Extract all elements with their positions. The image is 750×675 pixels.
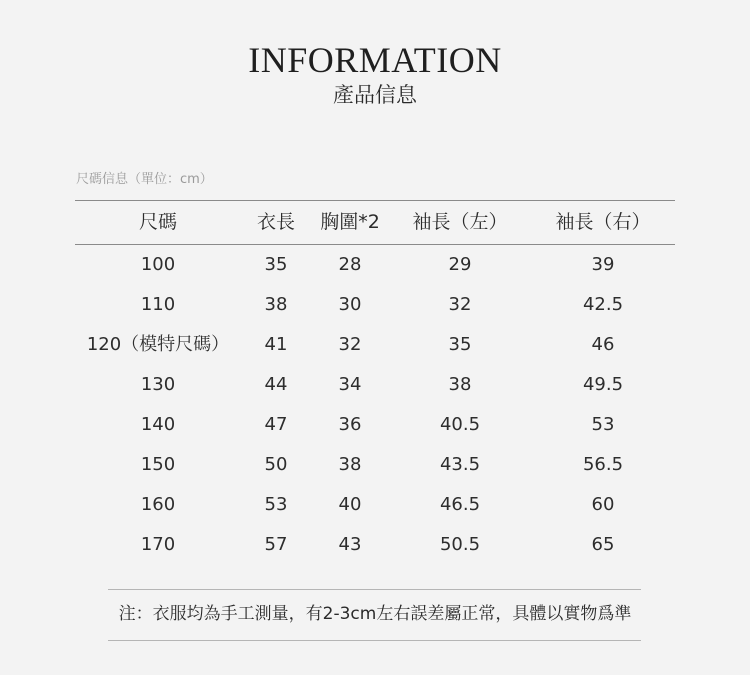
note-top-divider	[108, 589, 641, 590]
chest-cell: 28	[338, 254, 362, 275]
header-right-sleeve: 袖長（右）	[555, 211, 651, 233]
header-left-sleeve: 袖長（左）	[412, 211, 508, 233]
size-cell: 100	[140, 254, 176, 275]
chest-cell: 36	[338, 414, 362, 435]
right-sleeve-cell: 49.5	[582, 374, 624, 395]
right-sleeve-cell: 56.5	[582, 454, 624, 475]
chest-cell: 38	[338, 454, 362, 475]
left-sleeve-cell: 50.5	[439, 534, 481, 555]
right-sleeve-cell: 46	[591, 334, 615, 355]
size-cell: 130	[140, 374, 176, 395]
size-cell: 140	[140, 414, 176, 435]
length-cell: 41	[264, 334, 288, 355]
left-sleeve-cell: 40.5	[439, 414, 481, 435]
right-sleeve-cell: 42.5	[582, 294, 624, 315]
left-sleeve-cell: 35	[448, 334, 472, 355]
right-sleeve-cell: 60	[591, 494, 615, 515]
size-cell: 150	[140, 454, 176, 475]
left-sleeve-cell: 43.5	[439, 454, 481, 475]
measurement-note: 注：衣服均為手工測量，有2-3cm左右誤差屬正常，具體以實物爲準	[118, 604, 632, 624]
length-cell: 38	[264, 294, 288, 315]
left-sleeve-cell: 29	[448, 254, 472, 275]
length-cell: 47	[264, 414, 288, 435]
header-length: 衣長	[256, 211, 296, 233]
table-header-divider	[75, 244, 675, 245]
chest-cell: 30	[338, 294, 362, 315]
left-sleeve-cell: 32	[448, 294, 472, 315]
length-cell: 57	[264, 534, 288, 555]
length-cell: 44	[264, 374, 288, 395]
header-size: 尺碼	[138, 211, 178, 233]
left-sleeve-cell: 46.5	[439, 494, 481, 515]
size-cell: 170	[140, 534, 176, 555]
chest-cell: 32	[338, 334, 362, 355]
chest-cell: 43	[338, 534, 362, 555]
table-top-divider	[75, 200, 675, 201]
note-bottom-divider	[108, 640, 641, 641]
right-sleeve-cell: 53	[591, 414, 615, 435]
size-cell: 110	[140, 294, 176, 315]
chest-cell: 40	[338, 494, 362, 515]
chest-cell: 34	[338, 374, 362, 395]
header-chest: 胸圍*2	[320, 211, 380, 233]
size-info-label: 尺碼信息（單位：cm）	[76, 172, 213, 187]
size-cell: 120（模特尺碼）	[86, 334, 230, 355]
length-cell: 35	[264, 254, 288, 275]
size-cell: 160	[140, 494, 176, 515]
length-cell: 53	[264, 494, 288, 515]
length-cell: 50	[264, 454, 288, 475]
left-sleeve-cell: 38	[448, 374, 472, 395]
right-sleeve-cell: 39	[591, 254, 615, 275]
page-title: INFORMATION	[248, 40, 502, 80]
page-subtitle: 產品信息	[333, 83, 417, 107]
right-sleeve-cell: 65	[591, 534, 615, 555]
